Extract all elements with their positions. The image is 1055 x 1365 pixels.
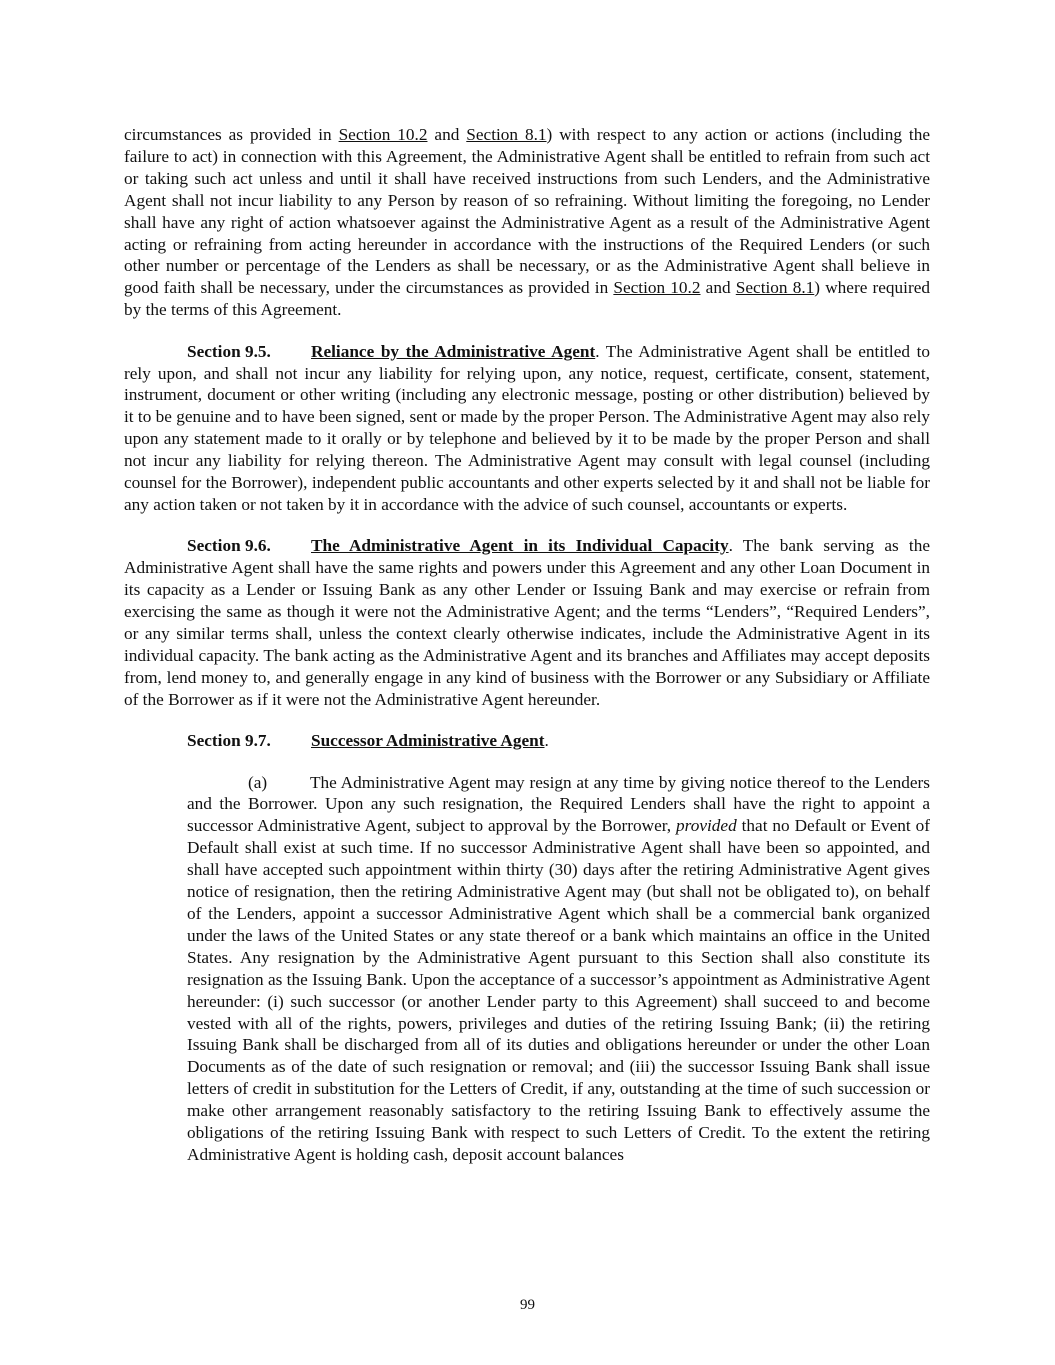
- section-9-7: [124, 730, 930, 752]
- section-reference: Section 8.1: [466, 125, 547, 144]
- text: and: [427, 125, 467, 144]
- page-number: 99: [520, 1297, 535, 1313]
- section-body: . The bank serving as the Administrative Agent shall have the same rights and powers under this Agreement and any other Loan Document in its capacity as a Lender or Issuing Bank as any other Lender or Issuing Bank and may exercise or refrain from exercising the same as though it were not the Administrative Agent; and the terms “Lenders”, “Required Lenders”, or any similar terms shall, unless the context clearly otherwise indicates, include the Administrative Agent in its individual capacity. The bank acting as the Administrative Agent and its branches and Affiliates may accept deposits from, lend money to, and generally engage in any kind of business with the Borrower or any Subsidiary or Affiliate of the Borrower as if it were not the Administrative Agent hereunder.: [124, 536, 930, 709]
- section-reference: Section 10.2: [613, 278, 701, 298]
- text: circumstances as provided in: [124, 125, 339, 144]
- section-9-5: [124, 341, 930, 516]
- subsection-a: [187, 772, 930, 1166]
- text: that no Default or Event of Default shall exist at such time. If no successor Administrative Agent shall have been so appointed, and shall have accepted such appointment within thirty (30) days after the retiring Administrative Agent gives notice of resignation, then the retiring Administrative Agent may (but shall not be obligated to), on behalf of the Lenders, appoint a successor Administrative Agent which shall be a commercial bank organized under the laws of the United States or any state thereof or a bank which maintains an office in the United States. Any resignation by the Administrative Agent pursuant to this Section shall also constitute its resignation as the Issuing Bank. Upon the acceptance of a successor’s appointment as Administrative Agent hereunder: (i) such successor (or another Lender party to this Agreement) shall succeed to and become vested with all of the rights, powers, privileges and duties of the retiring Issuing Bank; (ii) the retiring Issuing Bank shall be discharged from all of its duties and obligations hereunder or under the other Loan Documents as of the date of such resignation or removal; and (iii) the successor Issuing Bank shall issue letters of credit in substitution for the Letters of Credit, if any, outstanding at the time of such succession or make other arrangement reasonably satisfactory to the retiring Issuing Bank to effectively assume the obligations of the retiring Issuing Bank with respect to such Letters of Credit. To the extent the retiring Administrative Agent is holding cash, deposit account balances: [187, 816, 930, 1164]
- text: ) where required by the terms of this Agreement.: [124, 278, 930, 320]
- text: ) with respect to any action or actions (including the failure to act) in connection with this Agreement, the Administrative Agent shall be entitled to refrain from such act or taking such act unless and until it shall have received instructions from such Lenders, and the Administrative Agent shall not incur liability to any Person by reason of so refraining. Without limiting the foregoing, no Lender shall have any right of action whatsoever against the Administrative Agent as a result of the Administrative Agent acting or refraining from acting hereunder in accordance with the instructions of the Required Lenders (or such other number or percentage of the Lenders as shall be necessary, or as the Administrative Agent shall believe in good faith shall be necessary, under the circumstances as provided in: [124, 125, 930, 298]
- subsection-number: (a): [248, 772, 268, 792]
- section-period: .: [544, 731, 549, 751]
- section-title: The Administrative Agent in its Individual Capacity: [311, 536, 729, 556]
- section-body: . The Administrative Agent shall be entitled to rely upon, and shall not incur any liability for relying upon, any notice, request, certificate, consent, statement, instrument, document or other writing (including any electronic message, posting or other distribution) believed by it to be genuine and to have been signed, sent or made by the proper Person. The Administrative Agent may also rely upon any statement made to it orally or by telephone and believed by it to be made by the proper Person and shall not incur any liability for relying thereon. The Administrative Agent may consult with legal counsel (including counsel for the Borrower), independent public accountants and other experts selected by it and shall not be liable for any action taken or not taken by it in accordance with the advice of such counsel, accountants or experts.: [124, 341, 930, 514]
- section-title: Reliance by the Administrative Agent: [311, 341, 596, 361]
- text: and: [700, 278, 736, 298]
- italic-term: provided: [676, 816, 737, 836]
- section-number: Section 9.7.: [187, 731, 271, 751]
- section-number: Section 9.5.: [187, 341, 271, 361]
- section-title: Successor Administrative Agent: [311, 731, 545, 751]
- paragraph-continuation: [124, 124, 930, 321]
- section-9-6: [124, 535, 930, 710]
- section-reference: Section 8.1: [735, 278, 815, 298]
- section-number: Section 9.6.: [187, 536, 271, 556]
- section-reference: Section 10.2: [338, 125, 428, 144]
- text: The Administrative Agent may resign at any time by giving notice thereof to the Lenders and the Borrower. Upon any such resignation, the Required Lenders shall have the right to appoint a successor Administrative Agent, subject to approval by the Borrower,: [187, 772, 930, 836]
- document-page: [124, 124, 930, 1185]
